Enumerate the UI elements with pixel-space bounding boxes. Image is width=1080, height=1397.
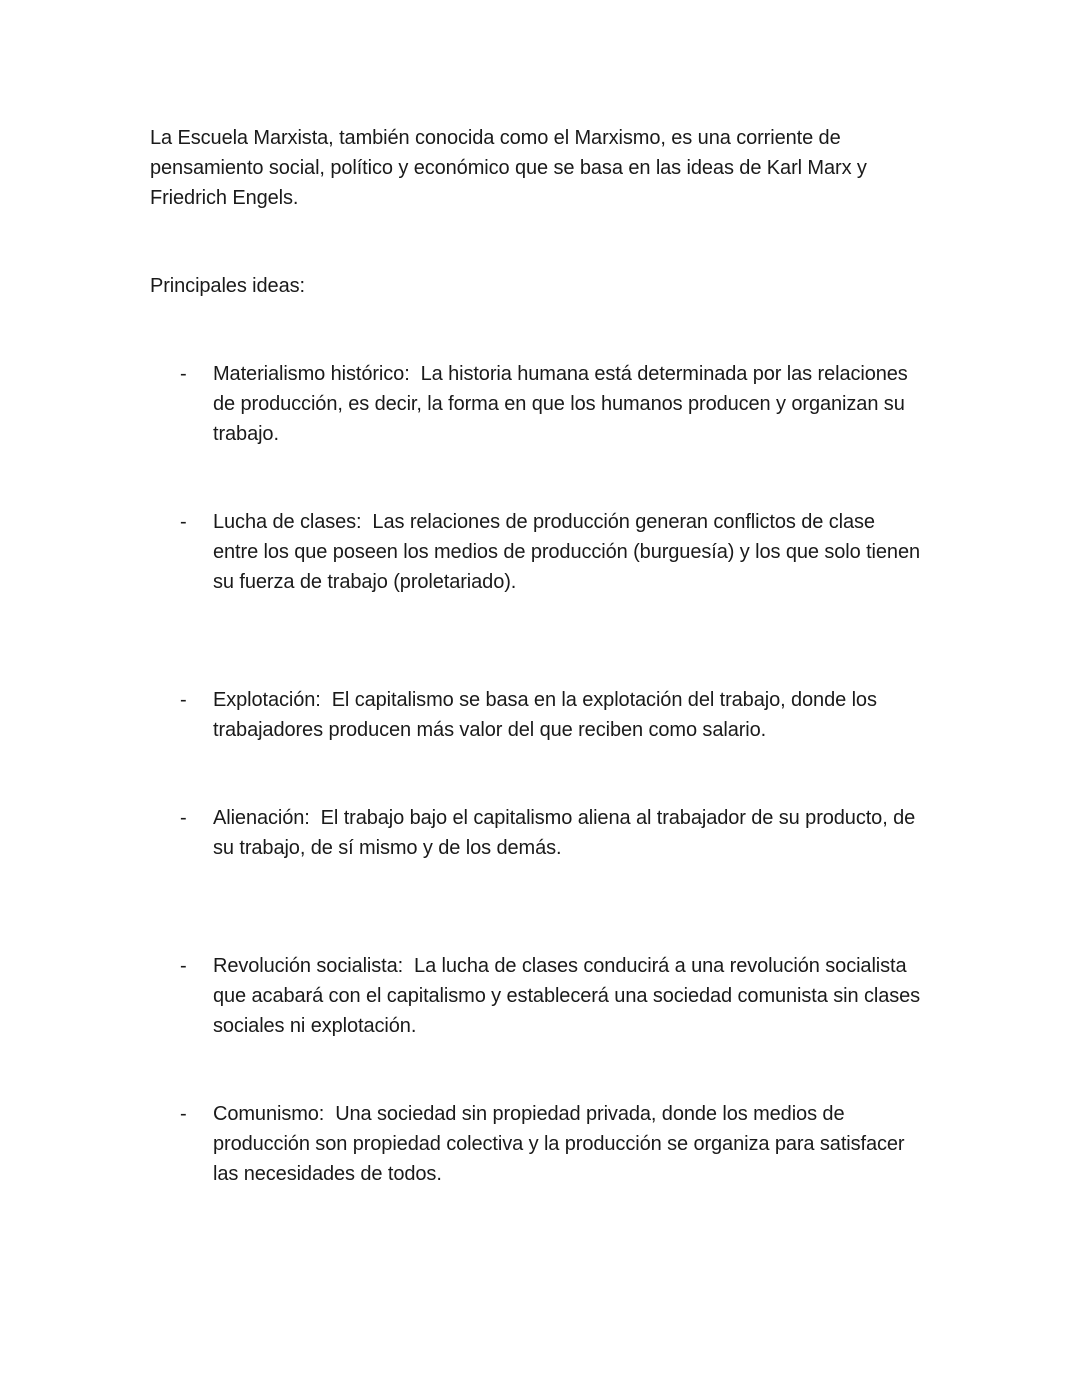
bullet-dash: - [180,1103,187,1125]
list-item-body [213,803,923,863]
bullet-dash: - [180,511,187,533]
list-item-term: Materialismo histórico: [213,363,410,385]
list-item-text: Las relaciones de producción generan conflictos de clase entre los que poseen los medios de producción (burguesía) y los que solo tienen su fuerza de trabajo (proletariado). [213,511,920,593]
bullet-dash: - [180,955,187,977]
list-item-term: Revolución socialista: [213,955,404,977]
list-item-text: El capitalismo se basa en la explotación del trabajo, donde los trabajadores producen más valor del que reciben como salario. [213,689,877,741]
section-heading: Principales ideas: [150,275,305,297]
list-item-body [213,685,923,745]
intro-paragraph: La Escuela Marxista, también conocida como el Marxismo, es una corriente de pensamiento social, político y económico que se basa en las ideas de Karl Marx y Friedrich Engels. [150,127,867,209]
bullet-dash: - [180,363,187,385]
list-item-body [213,359,923,449]
list-item-body [213,951,923,1041]
list-item-text: El trabajo bajo el capitalismo aliena al trabajador de su producto, de su trabajo, de sí mismo y de los demás. [213,807,916,859]
list-item-term: Comunismo: [213,1103,325,1125]
list-item-body [213,1099,923,1189]
list-item-body [213,507,923,597]
list-item-text: La historia humana está determinada por las relaciones de producción, es decir, la forma en que los humanos producen y organizan su trabajo. [213,363,908,445]
list-item-text: Una sociedad sin propiedad privada, donde los medios de producción son propiedad colectiva y la producción se organiza para satisfacer las necesidades de todos. [213,1103,905,1185]
list-item-term: Lucha de clases: [213,511,362,533]
list-item-term: Alienación: [213,807,310,829]
list-item-text: La lucha de clases conducirá a una revolución socialista que acabará con el capitalismo y establecerá una sociedad comunista sin clases sociales ni explotación. [213,955,921,1037]
bullet-dash: - [180,689,187,711]
bullet-dash: - [180,807,187,829]
list-item-term: Explotación: [213,689,321,711]
